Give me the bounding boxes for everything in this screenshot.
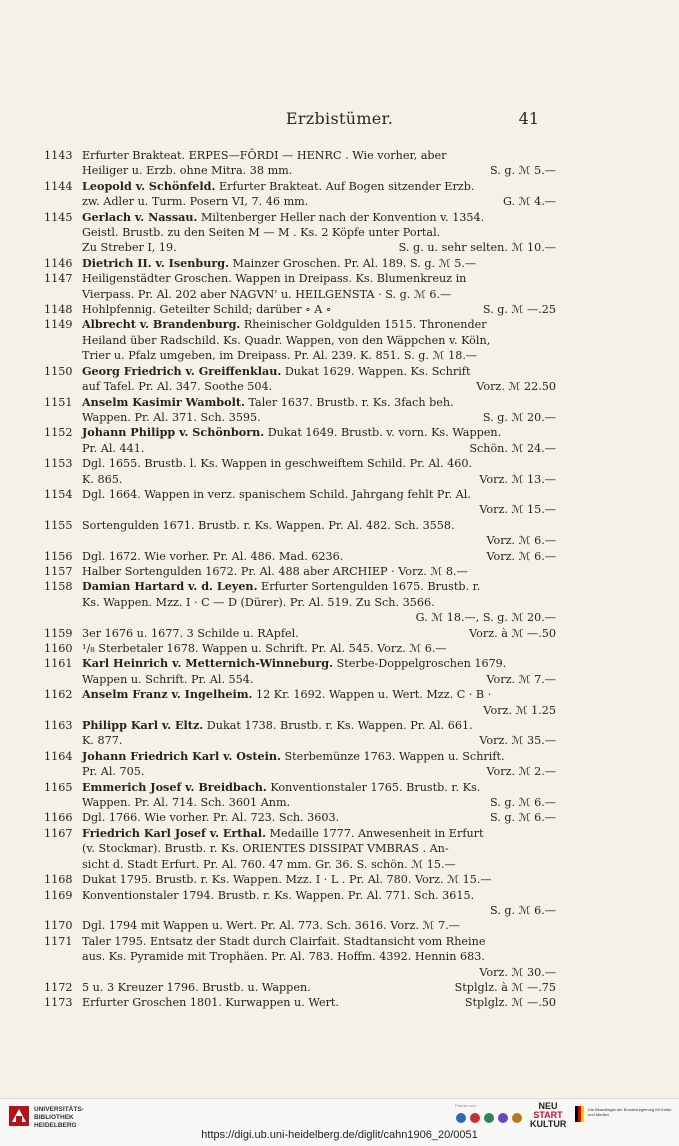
catalog-entry [44, 980, 556, 995]
entry-number: 1158 [44, 580, 73, 594]
catalog-entry [44, 549, 556, 564]
library-name-line: UNIVERSITÄTS- [34, 1106, 84, 1113]
entry-text: auf Tafel. Pr. Al. 347. Soothe 504. [82, 380, 273, 394]
entry-line [44, 395, 556, 410]
entry-text: Johann Friedrich Karl v. Ostein. Sterbemünze 1763. Wappen u. Schrift. [82, 748, 505, 763]
entry-number: 1147 [44, 272, 73, 286]
entry-text: Pr. Al. 441. [82, 441, 145, 455]
entry-text: Gerlach v. Nassau. Miltenberger Heller nach der Konvention v. 1354. [82, 209, 485, 224]
entry-line [44, 672, 556, 687]
entry-text: K. 865. [82, 472, 123, 486]
entry-price: Stplglz. ℳ —.50 [464, 996, 556, 1010]
entry-text: zw. Adler u. Turm. Posern VI, 7. 46 mm. [82, 195, 309, 209]
entry-text: Wappen u. Schrift. Pr. Al. 554. [82, 672, 254, 686]
entry-line [44, 317, 556, 332]
entry-number: 1146 [44, 256, 73, 270]
entry-text: Dukat 1795. Brustb. r. Ks. Wappen. Mzz. I · L . Pr. Al. 780. Vorz. ℳ 15.— [82, 873, 492, 887]
entry-text: Johann Philipp v. Schönborn. Dukat 1649. Brustb. v. vorn. Ks. Wappen. [82, 425, 502, 440]
entry-number: 1157 [44, 564, 73, 578]
entry-line [44, 965, 556, 980]
entry-price: Vorz. ℳ 1.25 [483, 703, 556, 717]
catalog-entry [44, 148, 556, 179]
catalog-entry [44, 641, 556, 656]
catalog-entry [44, 995, 556, 1010]
entry-line [44, 549, 556, 564]
entry-number: 1173 [44, 996, 73, 1010]
entry-number: 1170 [44, 919, 73, 933]
catalog-entry [44, 210, 556, 256]
library-name-line: BIBLIOTHEK [34, 1114, 74, 1121]
entry-price: Vorz. ℳ 7.— [486, 672, 556, 686]
entry-text: Emmerich Josef v. Breidbach. Konventionstaler 1765. Brustb. r. Ks. [82, 779, 481, 794]
catalog-entry [44, 256, 556, 271]
entry-text: Leopold v. Schönfeld. Erfurter Brakteat. Auf Bogen sitzender Erzb. [82, 178, 475, 193]
entry-price: Vorz. ℳ 6.— [486, 534, 556, 548]
entry-text: Georg Friedrich v. Greiffenklau. Dukat 1629. Wappen. Ks. Schrift [82, 363, 471, 378]
catalog-entry [44, 749, 556, 780]
catalog-entries [44, 148, 556, 1011]
entry-text: Konventionstaler 1794. Brustb. r. Ks. Wappen. Pr. Al. 771. Sch. 3615. [82, 888, 475, 902]
entry-text: Damian Hartard v. d. Leyen. Erfurter Sortengulden 1675. Brustb. r. [82, 579, 481, 594]
entry-text: aus. Ks. Pyramide mit Trophäen. Pr. Al. 783. Hoffm. 4392. Hennin 683. [82, 950, 485, 964]
entry-number: 1172 [44, 980, 73, 994]
ruler-name: Georg Friedrich v. Greiffenklau. [82, 363, 282, 378]
entry-text: Dgl. 1794 mit Wappen u. Wert. Pr. Al. 773. Sch. 3616. Vorz. ℳ 7.— [82, 919, 460, 933]
entry-line [44, 995, 556, 1010]
page-number: 41 [518, 109, 539, 128]
entry-text: Halber Sortengulden 1672. Pr. Al. 488 aber ARCHIEP · Vorz. ℳ 8.— [82, 564, 468, 578]
entry-text: Wappen. Pr. Al. 714. Sch. 3601 Anm. [82, 796, 291, 810]
entry-text: Dgl. 1766. Wie vorher. Pr. Al. 723. Sch. 3603. [82, 811, 340, 825]
entry-line [44, 441, 556, 456]
entry-number: 1166 [44, 811, 73, 825]
entry-number: 1162 [44, 688, 73, 702]
catalog-entry [44, 918, 556, 933]
entry-price: Vorz. ℳ 35.— [479, 734, 556, 748]
entry-line [44, 949, 556, 964]
page-header [0, 109, 679, 131]
entry-price: Vorz. ℳ 6.— [486, 549, 556, 563]
entry-text: 3er 1676 u. 1677. 3 Schilde u. RApfel. [82, 626, 299, 640]
entry-number: 1169 [44, 888, 73, 902]
neustart-kultur-logo [530, 1102, 566, 1129]
entry-line [44, 225, 556, 240]
entry-price: Vorz. ℳ 2.— [486, 765, 556, 779]
entry-number: 1143 [44, 149, 73, 162]
catalog-entry [44, 395, 556, 426]
entry-text: (v. Stockmar). Brustb. r. Ks. ORIENTES DISSIPAT VMBRAS . An- [82, 842, 449, 856]
entry-line [44, 703, 556, 718]
entry-line [44, 240, 556, 255]
entry-line [44, 256, 556, 271]
ruler-name: Damian Hartard v. d. Leyen. [82, 579, 258, 594]
catalog-entry [44, 626, 556, 641]
ruler-name: Gerlach v. Nassau. [82, 209, 198, 224]
entry-line [44, 795, 556, 810]
entry-line [44, 456, 556, 471]
entry-line [44, 764, 556, 779]
catalog-entry [44, 656, 556, 687]
entry-line [44, 210, 556, 225]
entry-number: 1160 [44, 642, 73, 655]
entry-line [44, 857, 556, 872]
entry-text: Dietrich II. v. Isenburg. Mainzer Groschen. Pr. Al. 189. S. g. ℳ 5.— [82, 255, 477, 270]
catalog-entry [44, 271, 556, 302]
ruler-name: Philipp Karl v. Eltz. [82, 718, 204, 733]
entry-line [44, 595, 556, 610]
entry-number: 1151 [44, 395, 73, 409]
federal-eagle-icon [575, 1106, 585, 1122]
ruler-name: Albrecht v. Brandenburg. [82, 317, 241, 332]
entry-text: Karl Heinrich v. Metternich-Winneburg. Sterbe-Doppelgroschen 1679. [82, 656, 507, 671]
catalog-entry [44, 487, 556, 518]
ruler-name: Karl Heinrich v. Metternich-Winneburg. [82, 656, 334, 671]
entry-line [44, 425, 556, 440]
entry-text: Sortengulden 1671. Brustb. r. Ks. Wappen. Pr. Al. 482. Sch. 3558. [82, 518, 455, 532]
entry-number: 1144 [44, 179, 73, 193]
entry-line [44, 872, 556, 887]
ruler-name: Emmerich Josef v. Breidbach. [82, 779, 267, 794]
entry-line [44, 564, 556, 579]
entry-text: Anselm Kasimir Wambolt. Taler 1637. Brustb. r. Ks. 3fach beh. [82, 394, 454, 409]
entry-text: sicht d. Stadt Erfurt. Pr. Al. 760. 47 mm. Gr. 36. S. schön. ℳ 15.— [82, 857, 456, 871]
library-name [34, 1106, 84, 1130]
entry-text: Wappen. Pr. Al. 371. Sch. 3595. [82, 410, 261, 424]
entry-line [44, 826, 556, 841]
catalog-entry [44, 718, 556, 749]
entry-text: Albrecht v. Brandenburg. Rheinischer Goldgulden 1515. Thronender [82, 317, 487, 332]
entry-line [44, 687, 556, 702]
ruler-name: Johann Philipp v. Schönborn. [82, 425, 265, 440]
entry-line [44, 487, 556, 502]
entry-text: ¹/₈ Sterbetaler 1678. Wappen u. Schrift. Pr. Al. 545. Vorz. ℳ 6.— [82, 642, 447, 655]
entry-price: S. g. ℳ 5.— [489, 164, 556, 178]
entry-text: Geistl. Brustb. zu den Seiten M — M . Ks. 2 Köpfe unter Portal. [82, 226, 441, 240]
entry-price: S. g. ℳ —.25 [482, 303, 556, 317]
entry-line [44, 903, 556, 918]
ruler-name: Leopold v. Schönfeld. [82, 178, 216, 193]
ruler-name: Anselm Kasimir Wambolt. [82, 394, 245, 409]
entry-line [44, 749, 556, 764]
catalog-entry [44, 687, 556, 718]
entry-line [44, 287, 556, 302]
library-name-line: HEIDELBERG [34, 1122, 77, 1129]
entry-line [44, 348, 556, 363]
entry-number: 1164 [44, 749, 73, 763]
entry-text: Ks. Wappen. Mzz. I · C — D (Dürer). Pr. Al. 519. Zu Sch. 3566. [82, 595, 435, 609]
catalog-entry [44, 826, 556, 872]
entry-text: Erfurter Groschen 1801. Kurwappen u. Wert. [82, 996, 339, 1010]
entry-number: 1154 [44, 487, 73, 501]
entry-number: 1165 [44, 780, 73, 794]
entry-line [44, 472, 556, 487]
viewer-footer [0, 1098, 679, 1146]
catalog-entry [44, 872, 556, 887]
neustart-line: KULTUR [530, 1119, 567, 1129]
entry-number: 1163 [44, 719, 73, 733]
entry-number: 1161 [44, 657, 73, 671]
entry-number: 1155 [44, 518, 73, 532]
catalog-entry [44, 810, 556, 825]
entry-line [44, 410, 556, 425]
entry-price: G. ℳ 4.— [502, 195, 556, 209]
entry-text: Trier u. Pfalz umgeben, im Dreipass. Pr. Al. 239. K. 851. S. g. ℳ 18.— [82, 349, 478, 363]
neustart-line: START [533, 1110, 563, 1120]
entry-line [44, 641, 556, 656]
entry-line [44, 780, 556, 795]
entry-number: 1167 [44, 826, 73, 840]
page-url[interactable]: https://digi.ub.uni-heidelberg.de/diglit/cahn1906_20/0051 [201, 1129, 478, 1141]
entry-price: S. g. ℳ 6.— [489, 811, 556, 825]
entry-price: Vorz. à ℳ —.50 [469, 626, 556, 640]
university-seal-icon [8, 1105, 30, 1127]
entry-price: S. g. ℳ 6.— [489, 796, 556, 810]
entry-price: G. ℳ 18.—, S. g. ℳ 20.— [415, 611, 556, 625]
entry-price: Vorz. ℳ 13.— [479, 472, 556, 486]
entry-number: 1148 [44, 303, 73, 317]
entry-line [44, 610, 556, 625]
entry-number: 1153 [44, 457, 73, 471]
entry-text: Friedrich Karl Josef v. Erthal. Medaille 1777. Anwesenheit in Erfurt [82, 825, 484, 840]
entry-line [44, 502, 556, 517]
partner-logo-icon [455, 1111, 525, 1125]
entry-line [44, 379, 556, 394]
catalog-entry [44, 425, 556, 456]
entry-number: 1159 [44, 626, 73, 640]
entry-text: Dgl. 1655. Brustb. l. Ks. Wappen in geschweiftem Schild. Pr. Al. 460. [82, 457, 473, 471]
entry-line [44, 841, 556, 856]
entry-line [44, 733, 556, 748]
entry-text: K. 877. [82, 734, 123, 748]
entry-number: 1168 [44, 873, 73, 887]
entry-line [44, 810, 556, 825]
entry-line [44, 271, 556, 286]
entry-text: Hohlpfennig. Geteilter Schild; darüber ∘ A ∘ [82, 303, 332, 317]
entry-line [44, 980, 556, 995]
entry-text: Pr. Al. 705. [82, 765, 145, 779]
catalog-entry [44, 564, 556, 579]
entry-line [44, 888, 556, 903]
entry-text: Philipp Karl v. Eltz. Dukat 1738. Brustb. r. Ks. Wappen. Pr. Al. 661. [82, 718, 473, 733]
entry-number: 1145 [44, 210, 73, 224]
entry-line [44, 718, 556, 733]
entry-text: Anselm Franz v. Ingelheim. 12 Kr. 1692. Wappen u. Wert. Mzz. C · B · [82, 687, 492, 702]
catalog-entry [44, 780, 556, 811]
entry-text: Heiland über Radschild. Ks. Quadr. Wappen, von den Wäppchen v. Köln, [82, 333, 491, 347]
entry-price: Vorz. ℳ 22.50 [476, 380, 556, 394]
catalog-entry [44, 317, 556, 363]
entry-text: 5 u. 3 Kreuzer 1796. Brustb. u. Wappen. [82, 980, 311, 994]
entry-line [44, 626, 556, 641]
entry-line [44, 579, 556, 594]
entry-text: Heiliger u. Erzb. ohne Mitra. 38 mm. [82, 164, 293, 178]
catalog-entry [44, 579, 556, 625]
ruler-name: Johann Friedrich Karl v. Ostein. [82, 748, 281, 763]
running-title: Erzbistümer. [285, 109, 394, 128]
catalog-entry [44, 456, 556, 487]
neustart-line: NEU [538, 1101, 558, 1111]
entry-price: Stplglz. à ℳ —.75 [454, 980, 556, 994]
entry-number: 1149 [44, 318, 73, 332]
entry-line [44, 934, 556, 949]
entry-text: Zu Streber I, 19. [82, 241, 177, 255]
catalog-entry [44, 302, 556, 317]
entry-line [44, 518, 556, 533]
catalog-entry [44, 518, 556, 549]
entry-line [44, 148, 556, 163]
entry-price: Schön. ℳ 24.— [469, 441, 556, 455]
catalog-entry [44, 179, 556, 210]
entry-price: Vorz. ℳ 30.— [479, 965, 556, 979]
entry-number: 1152 [44, 426, 73, 440]
entry-line [44, 333, 556, 348]
entry-line [44, 656, 556, 671]
entry-line [44, 179, 556, 194]
entry-number: 1150 [44, 364, 73, 378]
entry-number: 1156 [44, 549, 73, 563]
entry-price: S. g. ℳ 20.— [482, 410, 556, 424]
entry-line [44, 163, 556, 178]
bkm-label: Die Beauftragte der Bundesregierung für Kultur und Medien [588, 1107, 672, 1117]
ruler-name: Anselm Franz v. Ingelheim. [82, 687, 253, 702]
entry-line [44, 918, 556, 933]
entry-price: S. g. u. sehr selten. ℳ 10.— [398, 241, 556, 255]
entry-price: S. g. ℳ 6.— [489, 903, 556, 917]
entry-text: Heiligenstädter Groschen. Wappen in Dreipass. Ks. Blumenkreuz in [82, 272, 467, 286]
entry-line [44, 194, 556, 209]
entry-line [44, 533, 556, 548]
ruler-name: Dietrich II. v. Isenburg. [82, 255, 229, 270]
catalog-entry [44, 364, 556, 395]
entry-text: Dgl. 1672. Wie vorher. Pr. Al. 486. Mad. 6236. [82, 549, 344, 563]
catalog-entry [44, 888, 556, 919]
catalog-entry [44, 934, 556, 980]
ruler-name: Friedrich Karl Josef v. Erthal. [82, 825, 266, 840]
entry-price: Vorz. ℳ 15.— [479, 503, 556, 517]
entry-line [44, 364, 556, 379]
partner-label: Partner von [455, 1103, 476, 1108]
entry-line [44, 302, 556, 317]
entry-number: 1171 [44, 934, 73, 948]
entry-text: Dgl. 1664. Wappen in verz. spanischem Schild. Jahrgang fehlt Pr. Al. [82, 487, 471, 501]
entry-text: Vierpass. Pr. Al. 202 aber NAGVN' u. HEILGENSTA · S. g. ℳ 6.— [82, 287, 452, 301]
entry-text: Taler 1795. Entsatz der Stadt durch Clairfait. Stadtansicht vom Rheine [82, 934, 486, 948]
entry-text: Erfurter Brakteat. ERPES—FŌRDI — HENRC . Wie vorher, aber [82, 149, 447, 162]
